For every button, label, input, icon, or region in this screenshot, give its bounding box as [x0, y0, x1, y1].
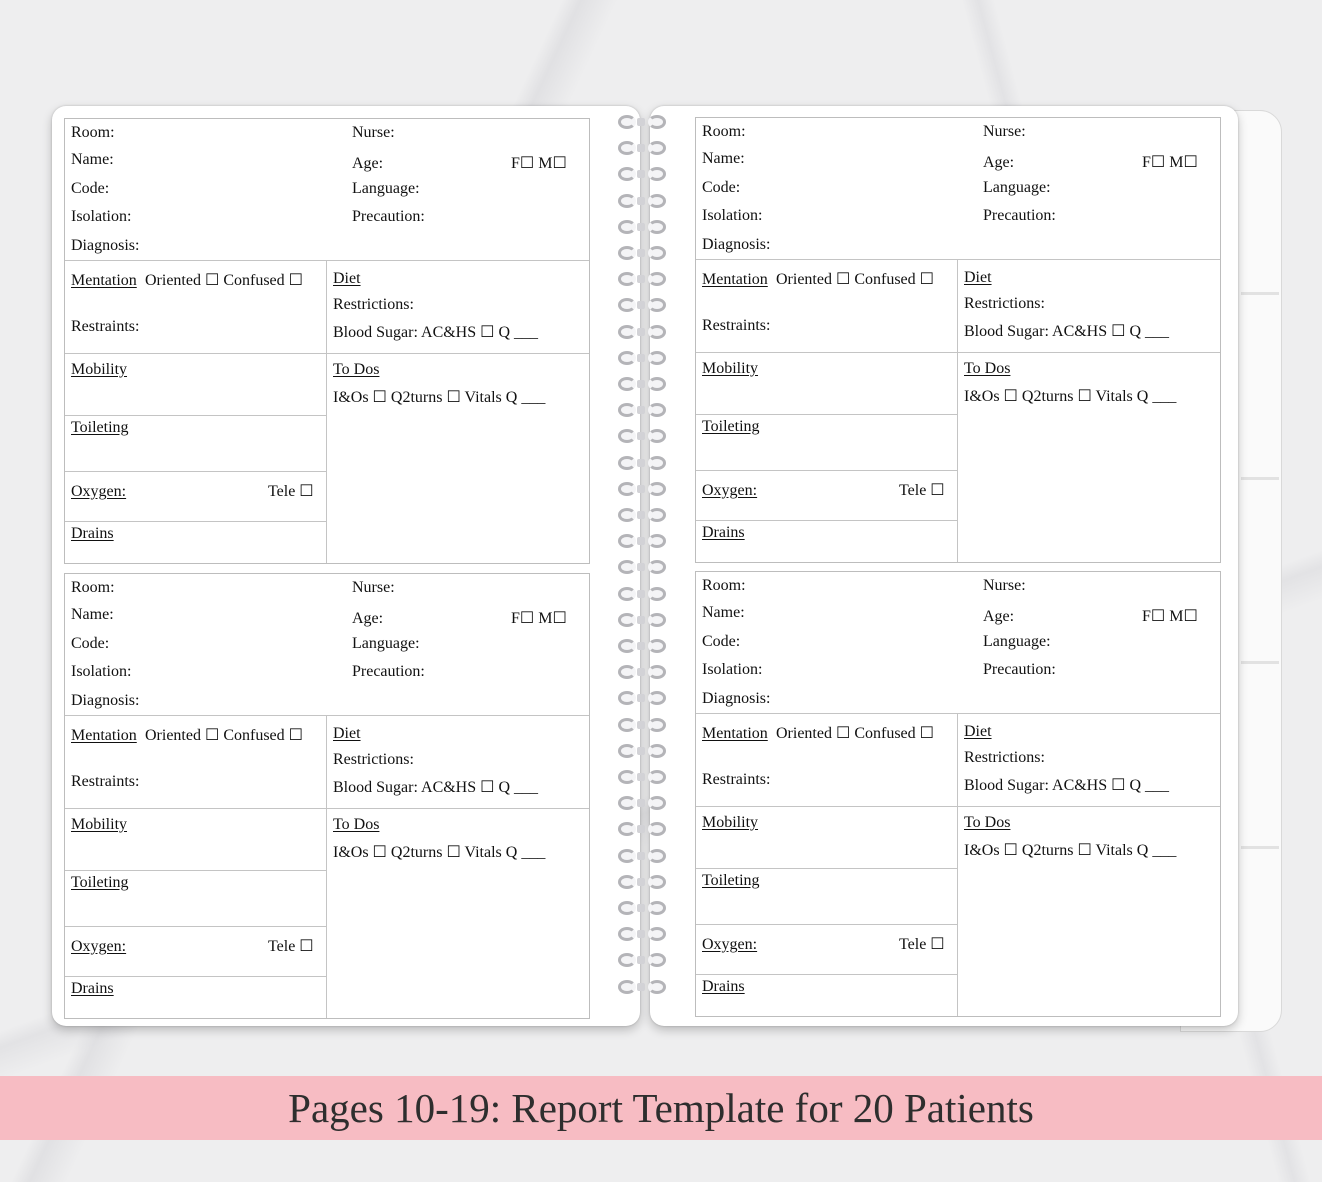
todos-heading: To Dos [964, 360, 1011, 377]
tele-checkbox[interactable]: Tele ☐ [268, 483, 314, 500]
section-divider [65, 926, 326, 927]
section-divider [65, 870, 326, 871]
restraints-label: Restraints: [702, 317, 771, 334]
diagnosis-label: Diagnosis: [702, 690, 771, 707]
room-label: Room: [71, 124, 115, 141]
section-divider [696, 713, 1220, 714]
code-label: Code: [702, 179, 741, 196]
binding-ring [612, 322, 672, 342]
binding-ring [612, 243, 672, 263]
name-label: Name: [71, 606, 114, 623]
blood-sugar-line[interactable]: Blood Sugar: AC&HS ☐ Q ___ [333, 324, 539, 341]
binding-ring [612, 426, 672, 446]
mentation-heading: Mentation [702, 271, 768, 288]
mobility-heading: Mobility [71, 361, 128, 378]
diagnosis-label: Diagnosis: [71, 237, 140, 254]
age-label: Age: [352, 610, 384, 627]
name-label: Name: [702, 604, 745, 621]
mentation-heading: Mentation [71, 272, 137, 289]
binding-ring [612, 636, 672, 656]
section-divider [696, 352, 1220, 353]
drains-heading: Drains [702, 978, 745, 995]
section-divider [696, 520, 957, 521]
drains-heading: Drains [702, 524, 745, 541]
code-label: Code: [71, 635, 110, 652]
binding-ring [612, 295, 672, 315]
binding-ring [612, 505, 672, 525]
mentation-options[interactable]: Oriented ☐ Confused ☐ [776, 725, 934, 742]
drains-heading: Drains [71, 525, 114, 542]
caption-banner [0, 1076, 1322, 1140]
isolation-label: Isolation: [71, 663, 132, 680]
binding-ring [612, 557, 672, 577]
todos-options[interactable]: I&Os ☐ Q2turns ☐ Vitals Q ___ [333, 389, 546, 406]
caption-text: Pages 10-19: Report Template for 20 Patients [288, 1085, 1034, 1131]
restraints-label: Restraints: [71, 318, 140, 335]
sex-checkboxes[interactable]: F☐ M☐ [511, 155, 567, 172]
section-divider [696, 974, 957, 975]
precaution-label: Precaution: [983, 207, 1056, 224]
diet-heading: Diet [333, 725, 361, 742]
tab-divider [1241, 477, 1279, 480]
binding-ring [612, 348, 672, 368]
binding-ring [612, 872, 672, 892]
language-label: Language: [983, 179, 1051, 196]
binding-ring [612, 767, 672, 787]
section-divider [65, 353, 589, 354]
tele-checkbox[interactable]: Tele ☐ [899, 482, 945, 499]
restrictions-label: Restrictions: [333, 296, 414, 313]
column-divider [957, 713, 958, 1016]
todos-heading: To Dos [333, 361, 380, 378]
binding-ring [612, 924, 672, 944]
tab-divider [1241, 661, 1279, 664]
oxygen-label: Oxygen: [702, 482, 758, 499]
section-divider [696, 806, 1220, 807]
tab-divider [1241, 292, 1279, 295]
tab-divider [1241, 846, 1279, 849]
room-label: Room: [702, 577, 746, 594]
binding-ring [612, 217, 672, 237]
diet-heading: Diet [333, 270, 361, 287]
toileting-heading: Toileting [71, 419, 129, 436]
patient-report-card [695, 117, 1221, 563]
binding-ring [612, 688, 672, 708]
sex-checkboxes[interactable]: F☐ M☐ [511, 610, 567, 627]
spiral-binding [612, 112, 672, 1012]
patient-report-card [695, 571, 1221, 1017]
mobility-heading: Mobility [71, 816, 128, 833]
section-divider [696, 868, 957, 869]
room-label: Room: [71, 579, 115, 596]
binding-ring [612, 819, 672, 839]
binding-ring [612, 846, 672, 866]
binding-ring [612, 112, 672, 132]
section-divider [696, 924, 957, 925]
binding-ring [612, 715, 672, 735]
binding-ring [612, 793, 672, 813]
oxygen-label: Oxygen: [702, 936, 758, 953]
age-label: Age: [352, 155, 384, 172]
diet-heading: Diet [964, 723, 992, 740]
code-label: Code: [702, 633, 741, 650]
oxygen-label: Oxygen: [71, 483, 127, 500]
section-divider [696, 259, 1220, 260]
section-divider [65, 976, 326, 977]
isolation-label: Isolation: [71, 208, 132, 225]
section-divider [65, 808, 589, 809]
binding-ring [612, 531, 672, 551]
section-divider [65, 715, 589, 716]
binding-ring [612, 453, 672, 473]
language-label: Language: [352, 635, 420, 652]
binding-ring [612, 741, 672, 761]
nurse-label: Nurse: [983, 577, 1026, 594]
diet-heading: Diet [964, 269, 992, 286]
diagnosis-label: Diagnosis: [71, 692, 140, 709]
binding-ring [612, 977, 672, 997]
binding-ring [612, 898, 672, 918]
blood-sugar-line[interactable]: Blood Sugar: AC&HS ☐ Q ___ [333, 779, 539, 796]
restrictions-label: Restrictions: [333, 751, 414, 768]
toileting-heading: Toileting [702, 418, 760, 435]
column-divider [957, 259, 958, 562]
blood-sugar-line[interactable]: Blood Sugar: AC&HS ☐ Q ___ [964, 777, 1170, 794]
todos-options[interactable]: I&Os ☐ Q2turns ☐ Vitals Q ___ [333, 844, 546, 861]
sex-checkboxes[interactable]: F☐ M☐ [1142, 608, 1198, 625]
precaution-label: Precaution: [983, 661, 1056, 678]
toileting-heading: Toileting [702, 872, 760, 889]
sex-checkboxes[interactable]: F☐ M☐ [1142, 154, 1198, 171]
nurse-label: Nurse: [352, 579, 395, 596]
section-divider [65, 260, 589, 261]
precaution-label: Precaution: [352, 663, 425, 680]
binding-ring [612, 950, 672, 970]
binding-ring [612, 164, 672, 184]
column-divider [326, 715, 327, 1018]
code-label: Code: [71, 180, 110, 197]
precaution-label: Precaution: [352, 208, 425, 225]
patient-report-card [64, 573, 590, 1019]
isolation-label: Isolation: [702, 207, 763, 224]
section-divider [65, 415, 326, 416]
tele-checkbox[interactable]: Tele ☐ [899, 936, 945, 953]
language-label: Language: [983, 633, 1051, 650]
todos-heading: To Dos [964, 814, 1011, 831]
binding-ring [612, 138, 672, 158]
mobility-heading: Mobility [702, 814, 759, 831]
todos-options[interactable]: I&Os ☐ Q2turns ☐ Vitals Q ___ [964, 842, 1177, 859]
blood-sugar-line[interactable]: Blood Sugar: AC&HS ☐ Q ___ [964, 323, 1170, 340]
mentation-heading: Mentation [702, 725, 768, 742]
mentation-heading: Mentation [71, 727, 137, 744]
binding-ring [612, 374, 672, 394]
section-divider [65, 471, 326, 472]
toileting-heading: Toileting [71, 874, 129, 891]
mobility-heading: Mobility [702, 360, 759, 377]
restraints-label: Restraints: [702, 771, 771, 788]
binding-ring [612, 610, 672, 630]
mentation-options[interactable]: Oriented ☐ Confused ☐ [776, 271, 934, 288]
todos-heading: To Dos [333, 816, 380, 833]
binding-ring [612, 400, 672, 420]
binding-ring [612, 479, 672, 499]
section-divider [696, 414, 957, 415]
mentation-options[interactable]: Oriented ☐ Confused ☐ [145, 272, 303, 289]
binding-ring [612, 584, 672, 604]
mentation-options[interactable]: Oriented ☐ Confused ☐ [145, 727, 303, 744]
nurse-label: Nurse: [352, 124, 395, 141]
room-label: Room: [702, 123, 746, 140]
restrictions-label: Restrictions: [964, 749, 1045, 766]
restrictions-label: Restrictions: [964, 295, 1045, 312]
language-label: Language: [352, 180, 420, 197]
binding-ring [612, 662, 672, 682]
binding-ring [612, 269, 672, 289]
column-divider [326, 260, 327, 563]
drains-heading: Drains [71, 980, 114, 997]
name-label: Name: [71, 151, 114, 168]
isolation-label: Isolation: [702, 661, 763, 678]
diagnosis-label: Diagnosis: [702, 236, 771, 253]
todos-options[interactable]: I&Os ☐ Q2turns ☐ Vitals Q ___ [964, 388, 1177, 405]
restraints-label: Restraints: [71, 773, 140, 790]
nurse-label: Nurse: [983, 123, 1026, 140]
age-label: Age: [983, 154, 1015, 171]
tele-checkbox[interactable]: Tele ☐ [268, 938, 314, 955]
oxygen-label: Oxygen: [71, 938, 127, 955]
binding-ring [612, 191, 672, 211]
section-divider [65, 521, 326, 522]
patient-report-card [64, 118, 590, 564]
name-label: Name: [702, 150, 745, 167]
age-label: Age: [983, 608, 1015, 625]
section-divider [696, 470, 957, 471]
